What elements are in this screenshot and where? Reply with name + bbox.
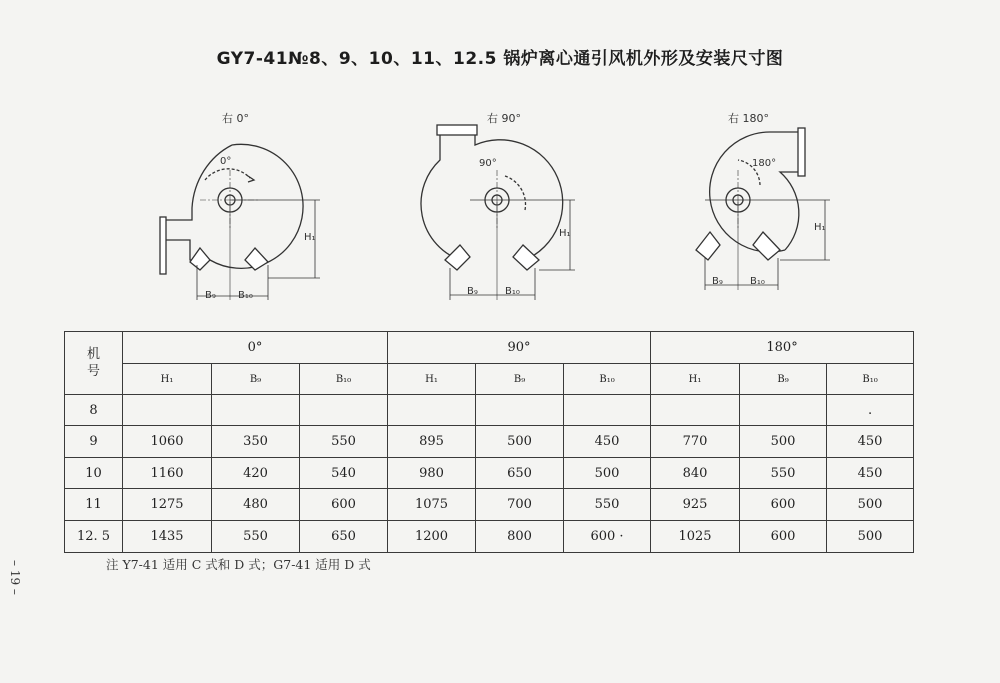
table-row (65, 521, 914, 553)
cell (651, 395, 740, 426)
cell (212, 395, 300, 426)
b9-label: B₉ (712, 276, 723, 287)
cell: 770 (651, 426, 740, 458)
subheader-b10: B₁₀ (827, 364, 914, 395)
cell: 600 (300, 489, 388, 521)
cell: 650 (476, 458, 564, 489)
machine-header-char-1: 机 (86, 347, 100, 362)
cell (564, 395, 651, 426)
cell: 500 (476, 426, 564, 458)
cell: 420 (212, 458, 300, 489)
machine-number: 12. 5 (65, 521, 123, 553)
subheader-h1: H₁ (123, 364, 212, 395)
page-number: – 19 – (8, 560, 22, 595)
cell (476, 395, 564, 426)
machine-header-char-2: 号 (86, 364, 100, 379)
cell: 1075 (388, 489, 476, 521)
cell: 450 (827, 426, 914, 458)
cell: 700 (476, 489, 564, 521)
angle-label: 右 0° (222, 112, 249, 125)
cell: 600 · (564, 521, 651, 553)
table-row (65, 489, 914, 521)
subheader-b10: B₁₀ (300, 364, 388, 395)
machine-number: 9 (65, 426, 123, 458)
cell: 600 (740, 489, 827, 521)
cell: 550 (300, 426, 388, 458)
cell: 980 (388, 458, 476, 489)
fan-diagram-90deg (415, 100, 615, 310)
cell: 800 (476, 521, 564, 553)
table-row (65, 395, 914, 426)
machine-number: 8 (65, 395, 123, 426)
cell: 550 (740, 458, 827, 489)
cell: 450 (827, 458, 914, 489)
fan-diagram-0deg (150, 100, 350, 310)
angle-label: 右 90° (487, 112, 521, 125)
footnote: 注 Y7-41 适用 C 式和 D 式；G7-41 适用 D 式 (106, 557, 371, 572)
inner-angle-label: 0° (220, 156, 232, 167)
machine-number: 10 (65, 458, 123, 489)
b10-label: B₁₀ (750, 276, 765, 287)
group-header-90deg: 90° (388, 332, 651, 364)
table-group-header-row (65, 332, 914, 364)
group-header-180deg: 180° (651, 332, 914, 364)
cell: 500 (740, 426, 827, 458)
cell: 550 (212, 521, 300, 553)
machine-number-header (65, 332, 123, 395)
h1-label: H₁ (814, 222, 826, 233)
b9-label: B₉ (205, 290, 216, 301)
h1-label: H₁ (304, 232, 316, 243)
b10-label: B₁₀ (505, 286, 520, 297)
cell: 1435 (123, 521, 212, 553)
cell: 600 (740, 521, 827, 553)
cell: 500 (827, 521, 914, 553)
subheader-b9: B₉ (740, 364, 827, 395)
b10-label: B₁₀ (238, 290, 253, 301)
machine-number: 11 (65, 489, 123, 521)
inner-angle-label: 90° (479, 158, 497, 169)
page-title: GY7-41№8、9、10、11、12.5 锅炉离心通引风机外形及安装尺寸图 (216, 49, 784, 69)
cell: 550 (564, 489, 651, 521)
cell: 450 (564, 426, 651, 458)
inner-angle-label: 180° (752, 158, 777, 169)
subheader-h1: H₁ (651, 364, 740, 395)
cell: . (827, 395, 914, 426)
cell (300, 395, 388, 426)
cell: 1200 (388, 521, 476, 553)
cell: 500 (564, 458, 651, 489)
dimension-table (64, 331, 914, 553)
subheader-h1: H₁ (388, 364, 476, 395)
table-subheader-row (65, 364, 914, 395)
cell: 1060 (123, 426, 212, 458)
cell: 840 (651, 458, 740, 489)
cell: 480 (212, 489, 300, 521)
cell: 650 (300, 521, 388, 553)
b9-label: B₉ (467, 286, 478, 297)
fan-diagram-180deg (660, 100, 860, 310)
cell: 1025 (651, 521, 740, 553)
table-row (65, 458, 914, 489)
cell (388, 395, 476, 426)
h1-label: H₁ (559, 228, 571, 239)
cell: 350 (212, 426, 300, 458)
cell: 925 (651, 489, 740, 521)
cell: 1160 (123, 458, 212, 489)
subheader-b9: B₉ (476, 364, 564, 395)
cell (740, 395, 827, 426)
angle-label: 右 180° (728, 112, 769, 125)
cell: 1275 (123, 489, 212, 521)
cell: 540 (300, 458, 388, 489)
cell: 895 (388, 426, 476, 458)
table-row (65, 426, 914, 458)
group-header-0deg: 0° (123, 332, 388, 364)
subheader-b10: B₁₀ (564, 364, 651, 395)
subheader-b9: B₉ (212, 364, 300, 395)
cell: 500 (827, 489, 914, 521)
cell (123, 395, 212, 426)
